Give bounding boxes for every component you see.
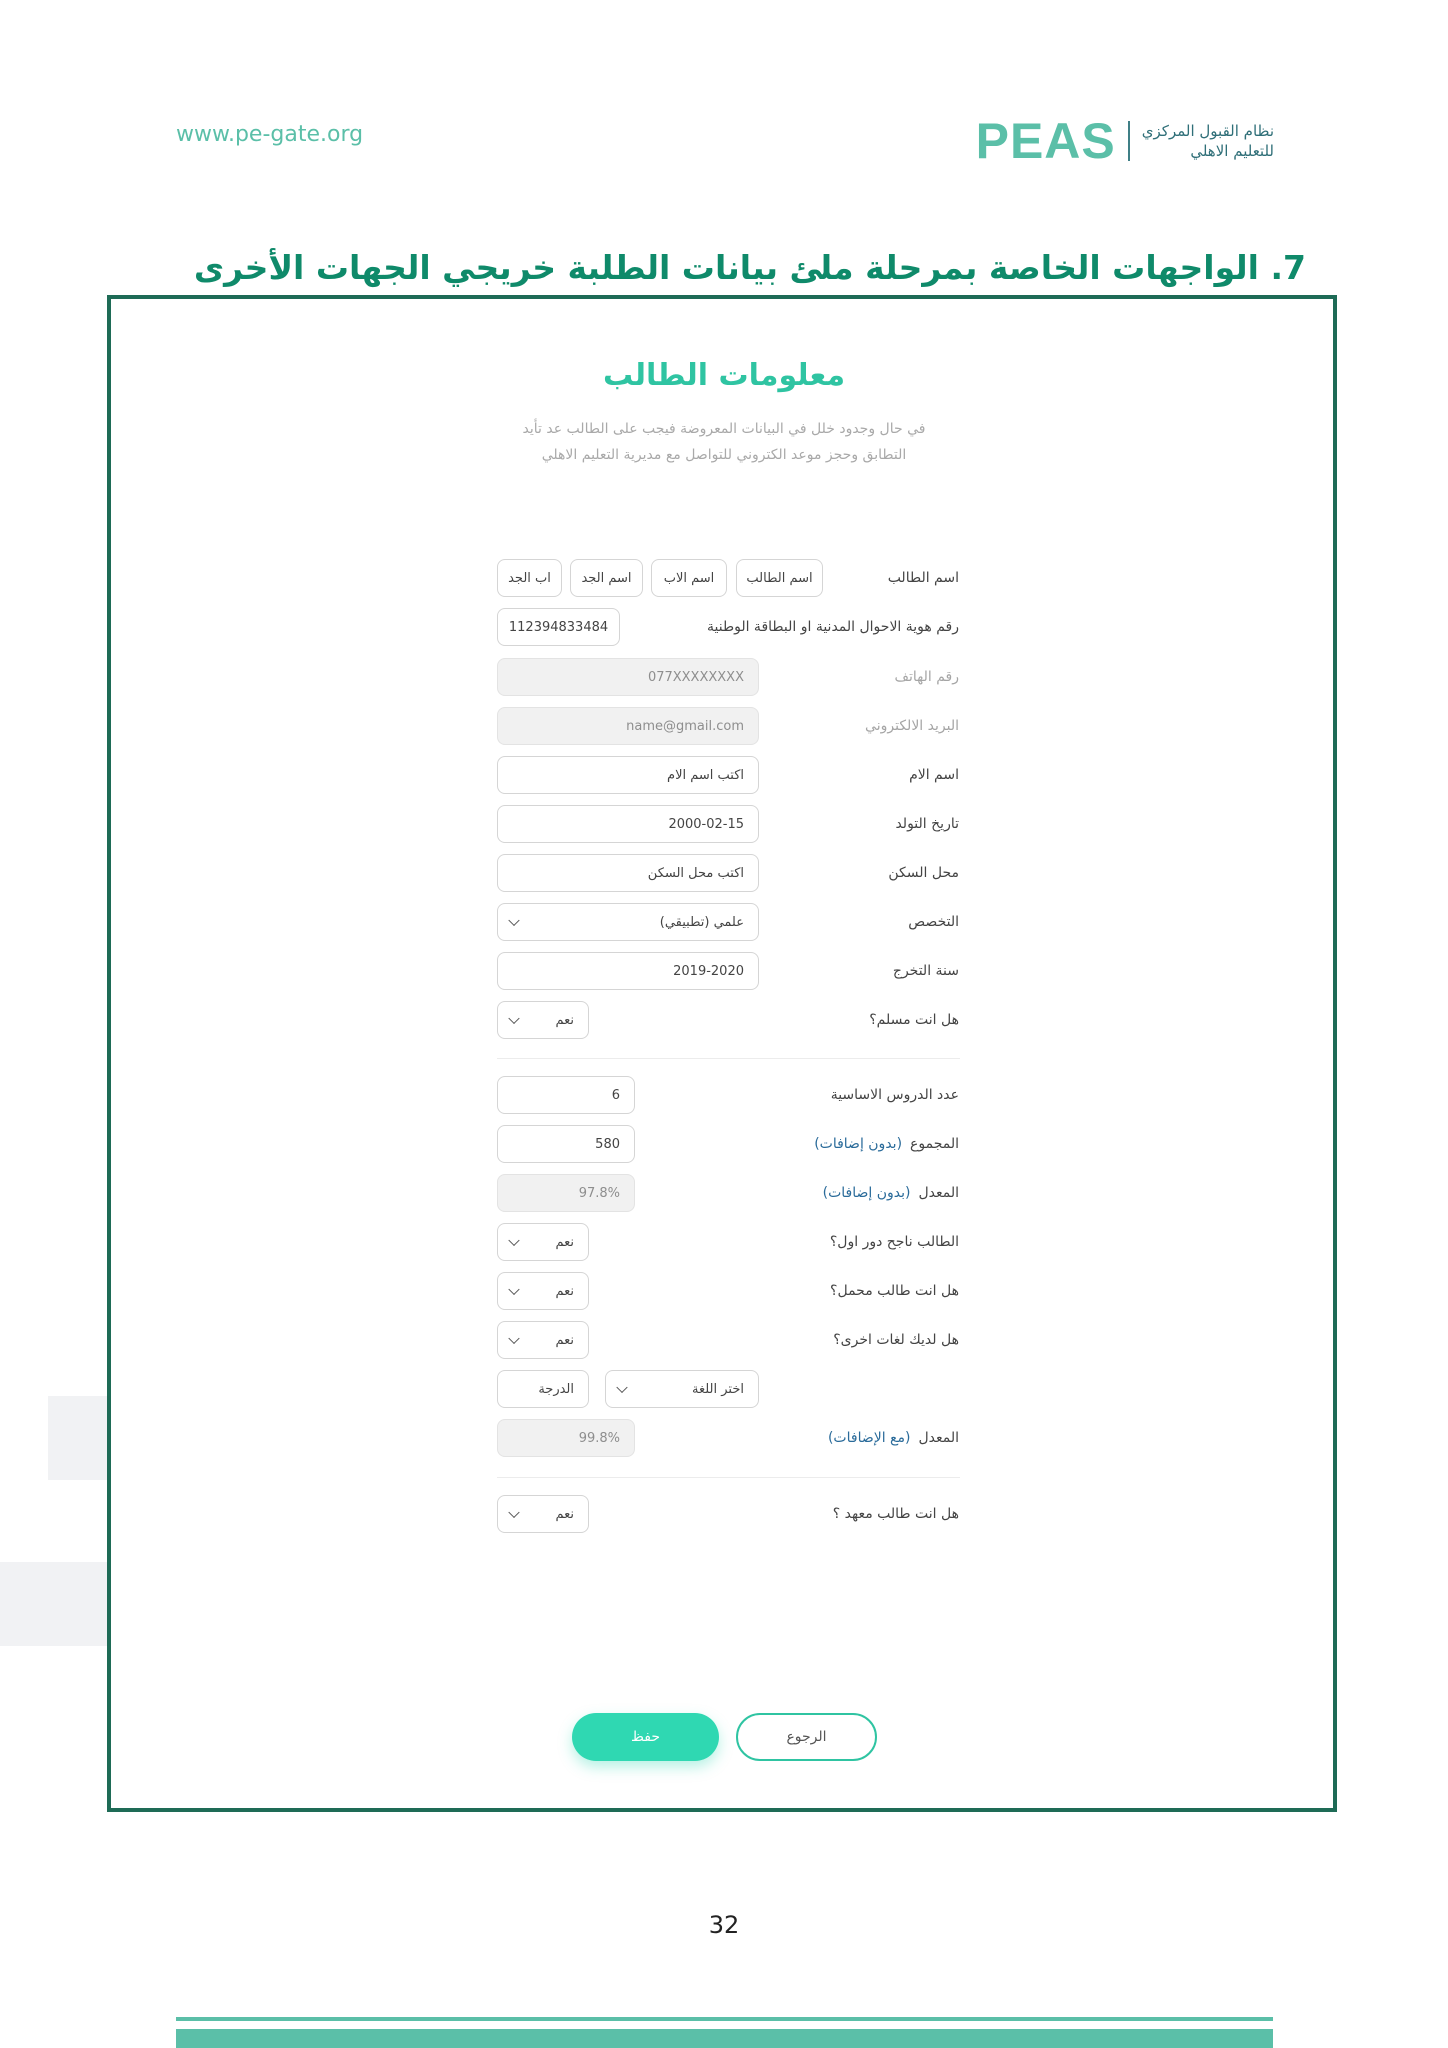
footer-line bbox=[176, 2017, 1273, 2021]
first-name-input[interactable]: اسم الطالب bbox=[736, 559, 823, 597]
institute-student-label: هل انت طالب معهد ؟ bbox=[832, 1506, 959, 1522]
section-divider bbox=[497, 1477, 960, 1478]
birth-date-label: تاريخ التولد bbox=[895, 816, 959, 832]
phone-label: رقم الهاتف bbox=[894, 669, 959, 685]
chevron-down-icon bbox=[508, 1507, 519, 1518]
email-input: name@gmail.com bbox=[497, 707, 759, 745]
first-round-select[interactable] bbox=[497, 1223, 589, 1261]
average-with-additions-label bbox=[828, 1430, 959, 1446]
logo-subtitle-line1: نظام القبول المركزي bbox=[1141, 122, 1274, 140]
carried-over-label: هل انت طالب محمل؟ bbox=[830, 1283, 959, 1299]
average-input: 97.8% bbox=[497, 1174, 635, 1212]
residence-label: محل السكن bbox=[888, 865, 959, 881]
chevron-down-icon bbox=[616, 1382, 627, 1393]
graduation-year-input[interactable]: 2019-2020 bbox=[497, 952, 759, 990]
screenshot-frame bbox=[107, 295, 1337, 1812]
great-grandfather-name-input[interactable]: اب الجد bbox=[497, 559, 562, 597]
language-select[interactable] bbox=[605, 1370, 759, 1408]
average-with-additions-input: 99.8% bbox=[497, 1419, 635, 1457]
core-subjects-input[interactable]: 6 bbox=[497, 1076, 635, 1114]
chevron-down-icon bbox=[508, 1013, 519, 1024]
average-label-text: المعدل bbox=[918, 1185, 959, 1201]
chevron-down-icon bbox=[508, 1333, 519, 1344]
institute-student-value: نعم bbox=[555, 1506, 574, 1522]
mother-name-input[interactable]: اكتب اسم الام bbox=[497, 756, 759, 794]
phone-input: 077XXXXXXXX bbox=[497, 658, 759, 696]
specialization-select[interactable] bbox=[497, 903, 759, 941]
page-number: 32 bbox=[708, 1911, 740, 1939]
total-label-note: (بدون إضافات) bbox=[814, 1136, 903, 1152]
carried-over-value: نعم bbox=[555, 1283, 574, 1299]
student-name-label: اسم الطالب bbox=[887, 570, 959, 586]
mother-name-label: اسم الام bbox=[909, 767, 959, 783]
father-name-input[interactable]: اسم الاب bbox=[651, 559, 727, 597]
site-url: www.pe-gate.org bbox=[176, 122, 364, 147]
institute-student-select[interactable] bbox=[497, 1495, 589, 1533]
other-languages-label: هل لديك لغات اخرى؟ bbox=[833, 1332, 959, 1348]
national-id-input[interactable]: 112394833484 bbox=[497, 608, 620, 646]
logo-subtitle-line2: للتعليم الاهلي bbox=[1190, 142, 1274, 160]
chevron-down-icon bbox=[508, 915, 519, 926]
first-round-value: نعم bbox=[555, 1234, 574, 1250]
core-subjects-label: عدد الدروس الاساسية bbox=[830, 1087, 959, 1103]
national-id-label: رقم هوية الاحوال المدنية او البطاقة الوطنية bbox=[707, 619, 959, 635]
side-decoration-top bbox=[48, 1396, 107, 1480]
peas-logo bbox=[975, 113, 1274, 169]
logo-subtitle bbox=[1142, 121, 1274, 161]
chevron-down-icon bbox=[508, 1235, 519, 1246]
section-heading: 7. الواجهات الخاصة بمرحلة ملئ بيانات الطلبة خريجي الجهات الأخرى bbox=[193, 248, 1306, 287]
language-grade-input[interactable]: الدرجة bbox=[497, 1370, 589, 1408]
average-label-note: (بدون إضافات) bbox=[822, 1185, 911, 1201]
first-round-label: الطالب ناجح دور اول؟ bbox=[829, 1234, 959, 1250]
total-label-text: المجموع bbox=[910, 1136, 959, 1152]
graduation-year-label: سنة التخرج bbox=[892, 963, 959, 979]
average-with-additions-label-note: (مع الإضافات) bbox=[827, 1430, 911, 1446]
is-muslim-value: نعم bbox=[555, 1012, 574, 1028]
section-divider bbox=[497, 1058, 960, 1059]
specialization-label: التخصص bbox=[908, 914, 959, 930]
average-with-additions-label-text: المعدل bbox=[918, 1430, 959, 1446]
other-languages-select[interactable] bbox=[497, 1321, 589, 1359]
total-label bbox=[814, 1136, 959, 1152]
grandfather-name-input[interactable]: اسم الجد bbox=[570, 559, 643, 597]
carried-over-select[interactable] bbox=[497, 1272, 589, 1310]
is-muslim-label: هل انت مسلم؟ bbox=[869, 1012, 959, 1028]
footer-bar bbox=[176, 2029, 1273, 2048]
email-label: البريد الالكتروني bbox=[865, 718, 959, 734]
form-description bbox=[0, 416, 1448, 468]
average-label bbox=[823, 1185, 959, 1201]
is-muslim-select[interactable] bbox=[497, 1001, 589, 1039]
residence-input[interactable]: اكتب محل السكن bbox=[497, 854, 759, 892]
other-languages-value: نعم bbox=[555, 1332, 574, 1348]
form-title: معلومات الطالب bbox=[602, 358, 846, 393]
total-input[interactable]: 580 bbox=[497, 1125, 635, 1163]
back-button[interactable]: الرجوع bbox=[736, 1713, 877, 1761]
chevron-down-icon bbox=[508, 1284, 519, 1295]
birth-date-input[interactable]: 2000-02-15 bbox=[497, 805, 759, 843]
logo-text: PEAS bbox=[975, 113, 1116, 169]
form-description-line2: التطابق وحجز موعد الكتروني للتواصل مع مديرية التعليم الاهلي bbox=[541, 447, 907, 463]
side-decoration-bottom bbox=[0, 1562, 107, 1646]
form-description-line1: في حال وجدود خلل في البيانات المعروضة فيجب على الطالب عد تأيد bbox=[522, 421, 926, 437]
save-button[interactable]: حفظ bbox=[572, 1713, 719, 1761]
specialization-value: علمي (تطبيقي) bbox=[659, 914, 744, 930]
logo-separator bbox=[1128, 121, 1130, 161]
language-select-value: اختر اللغة bbox=[692, 1381, 744, 1397]
